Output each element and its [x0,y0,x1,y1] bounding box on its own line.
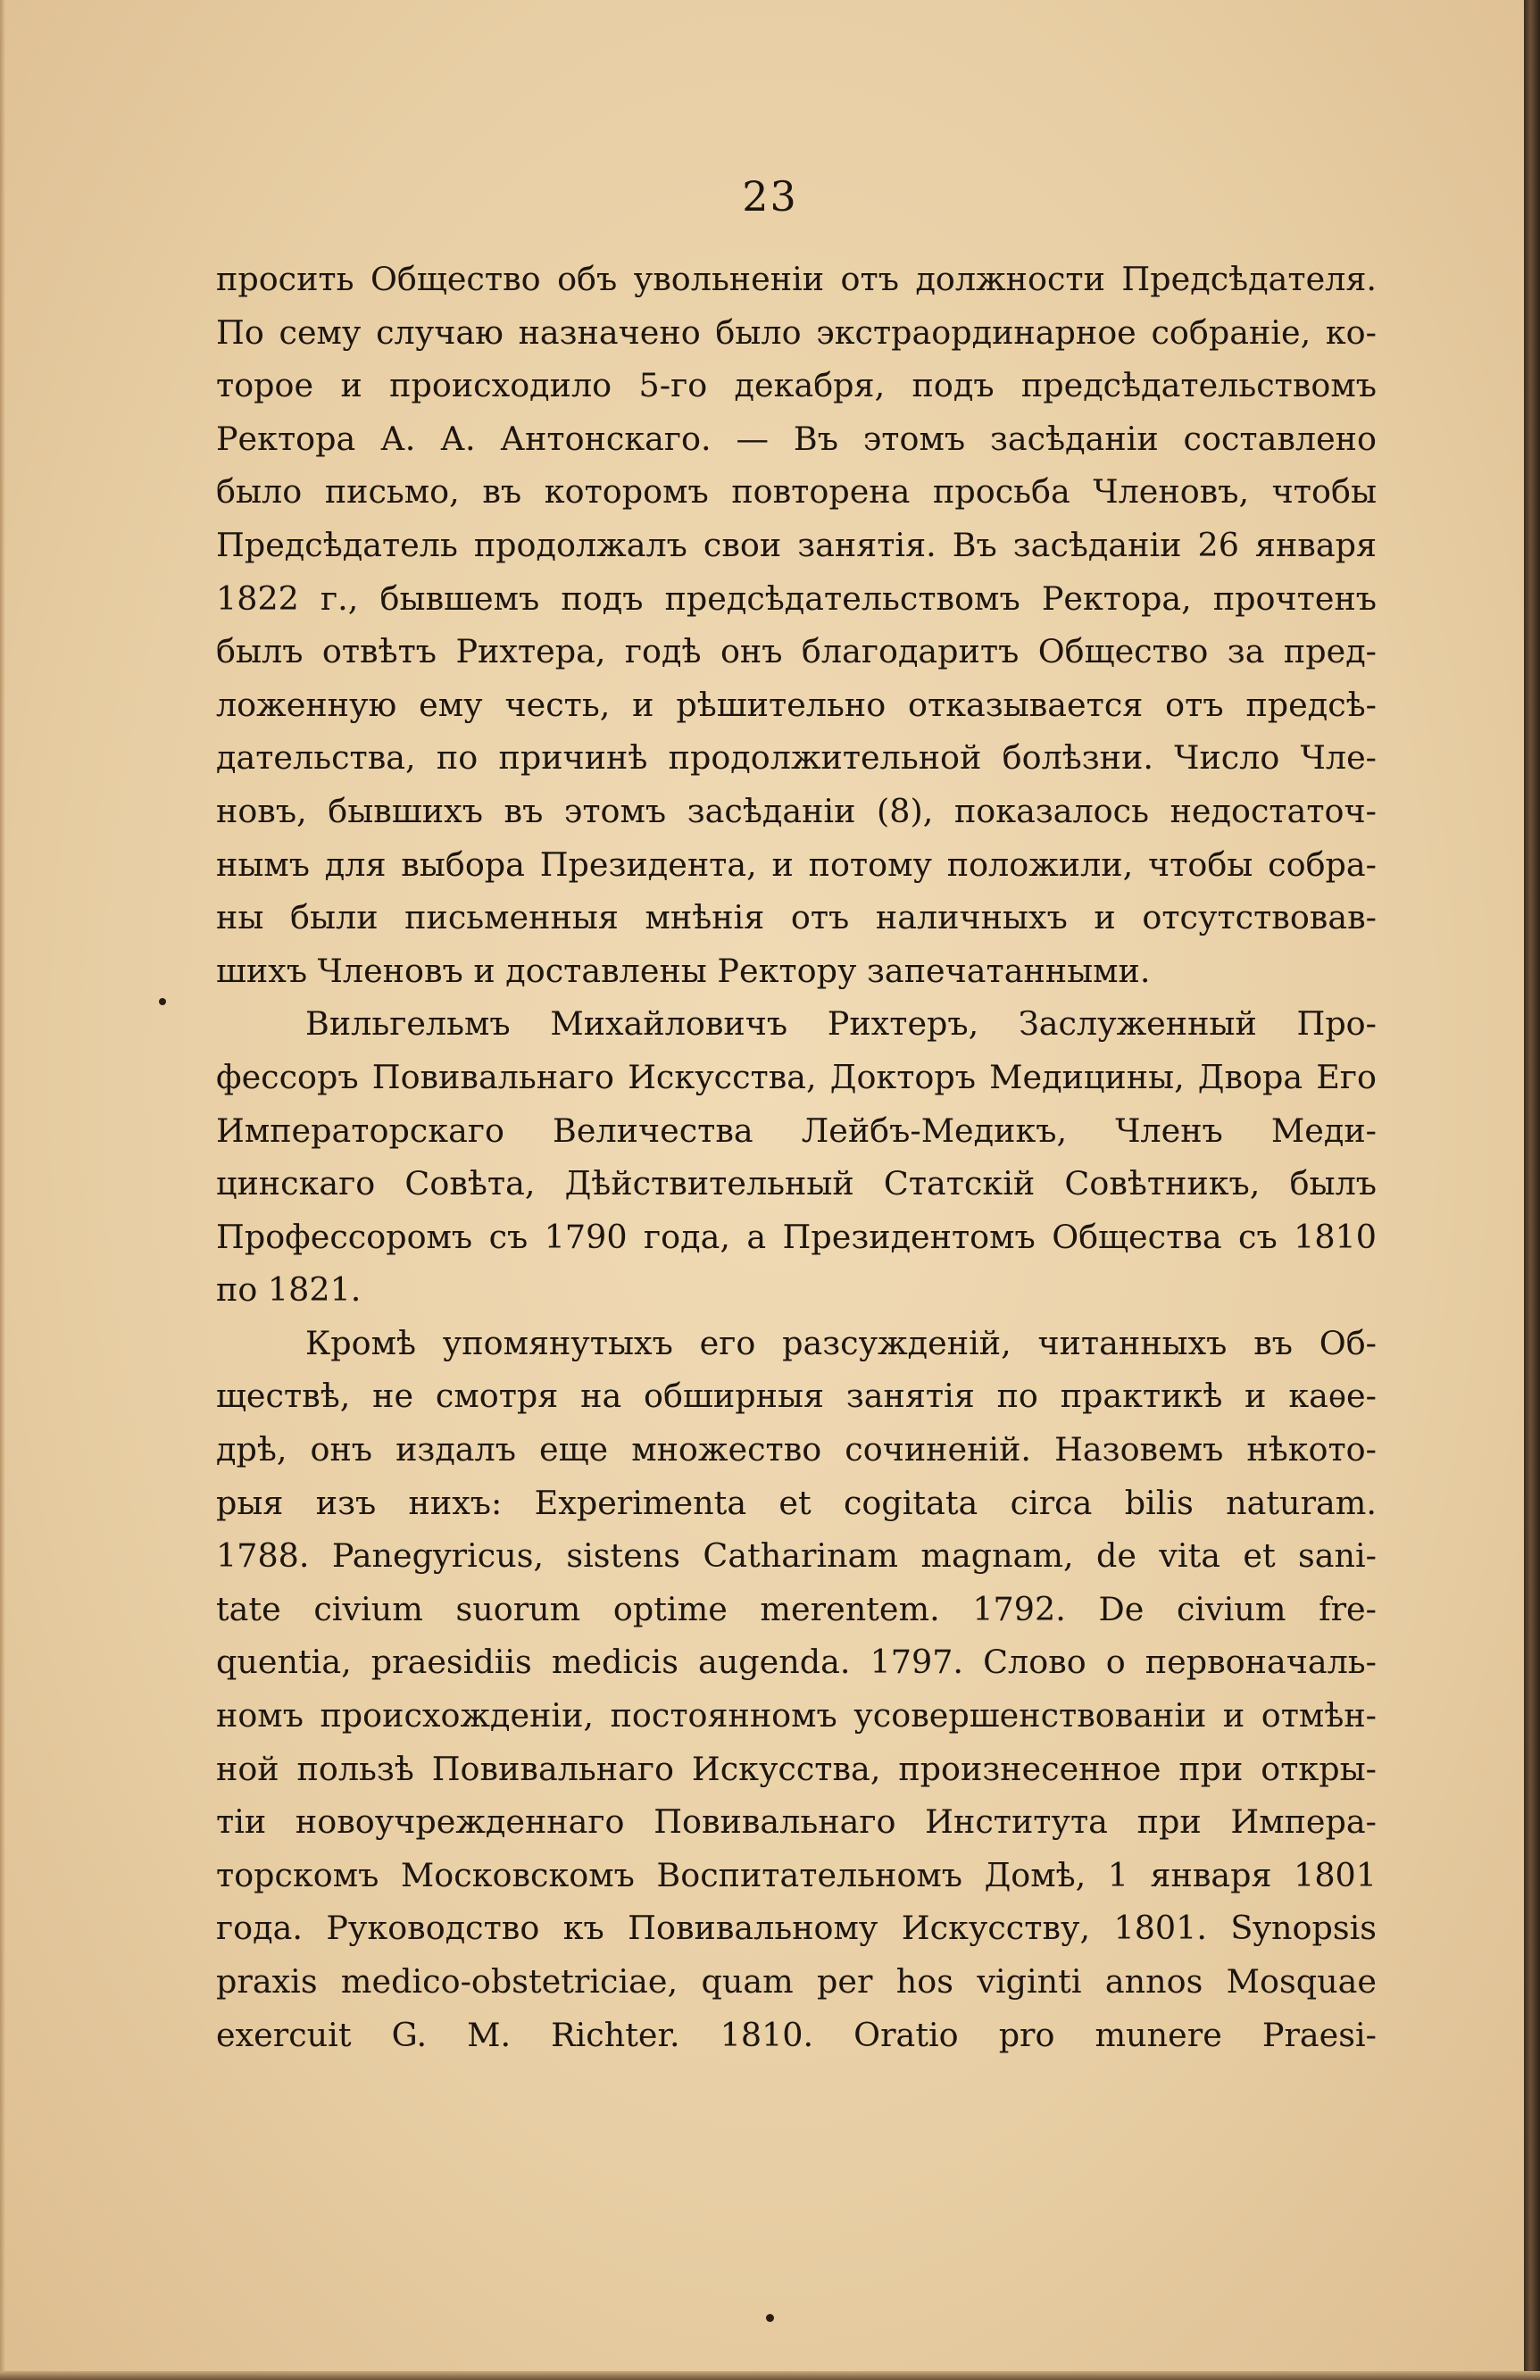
text-line: Ректора А. А. Антонскаго. — Въ этомъ засѣданіи составлено [216,419,1377,458]
text-line: новъ, бывшихъ въ этомъ засѣданіи (8), показалось недостаточ- [216,791,1377,830]
text-line: ной пользѣ Повивальнаго Искусства, произнесенное при откры- [216,1749,1377,1788]
text-line: былъ отвѣтъ Рихтера, годѣ онъ благодаритъ Общество за пред- [216,632,1377,671]
ink-spot [159,998,166,1005]
text-line: Вильгельмъ Михайловичъ Рихтеръ, Заслуженный Про- [305,1004,1377,1044]
text-line: просить Общество объ увольненіи отъ должности Предсѣдателя. [216,260,1377,298]
body-text [216,253,1377,2061]
page-edge-bottom [0,2371,1540,2380]
text-line: цинскаго Совѣта, Дѣйствительный Статскій Совѣтникъ, былъ [216,1164,1377,1203]
page-edge-right [1524,0,1540,2380]
text-line: Императорскаго Величества Лейбъ-Медикъ, Членъ Меди- [216,1111,1377,1150]
text-line: Профессоромъ съ 1790 года, а Президентомъ Общества съ 1810 [216,1217,1377,1256]
text-line: tate civium suorum optime merentem. 1792. De civium fre- [216,1589,1377,1628]
text-line: ществѣ, не смотря на обширныя занятія по практикѣ и каѳе- [216,1377,1377,1416]
text-line: ны были письменныя мнѣнія отъ наличныхъ и отсутствовав- [216,898,1377,937]
page-number: 23 [742,172,798,221]
text-line: тіи новоучрежденнаго Повивальнаго Института при Импера- [216,1802,1377,1842]
text-line: 1822 г., бывшемъ подъ предсѣдательствомъ Ректора, прочтенъ [216,578,1377,618]
text-line: торое и происходило 5-го декабря, подъ предсѣдательствомъ [216,366,1377,405]
text-line: ложенную ему честь, и рѣшительно отказывается отъ предсѣ- [216,685,1377,724]
text-line: фессоръ Повивальнаго Искусства, Докторъ Медицины, Двора Его [216,1057,1377,1096]
text-line: Кромѣ упомянутыхъ его разсужденій, читанныхъ въ Об- [305,1323,1377,1362]
text-line: года. Руководство къ Повивальному Искусству, 1801. Synopsis [216,1909,1377,1948]
text-line: по 1821. [216,1270,362,1310]
text-line: дательства, по причинѣ продолжительной болѣзни. Число Чле- [216,738,1377,778]
text-line: шихъ Членовъ и доставлены Ректору запечатанными. [216,951,1151,990]
text-line: По сему случаю назначено было экстраординарное собраніе, ко- [216,312,1377,352]
text-line: дрѣ, онъ издалъ еще множество сочиненій. Назовемъ нѣкото- [216,1430,1377,1469]
text-line: торскомъ Московскомъ Воспитательномъ Домѣ, 1 января 1801 [216,1855,1377,1894]
text-line: было письмо, въ которомъ повторена просьба Членовъ, чтобы [216,472,1377,512]
ink-spot [766,2314,774,2322]
text-line: рыя изъ нихъ: Experimenta et cogitata circa bilis naturam. [216,1483,1377,1522]
text-line: praxis medico-obstetriciae, quam per hos viginti annos Mosquae [216,1962,1377,2001]
page-edge-left [0,0,5,2380]
text-line: нымъ для выбора Президента, и потому положили, чтобы собра- [216,845,1377,884]
text-line: номъ происхожденіи, постоянномъ усовершенствованіи и отмѣн- [216,1696,1377,1735]
text-line: 1788. Panegyricus, sistens Catharinam magnam, de vita et sani- [216,1536,1377,1576]
text-line: exercuit G. M. Richter. 1810. Oratio pro munere Praesi- [216,2015,1377,2054]
text-line: Предсѣдатель продолжалъ свои занятія. Въ засѣданіи 26 января [216,525,1377,564]
text-line: quentia, praesidiis medicis augenda. 1797. Слово о первоначаль- [216,1643,1377,1682]
